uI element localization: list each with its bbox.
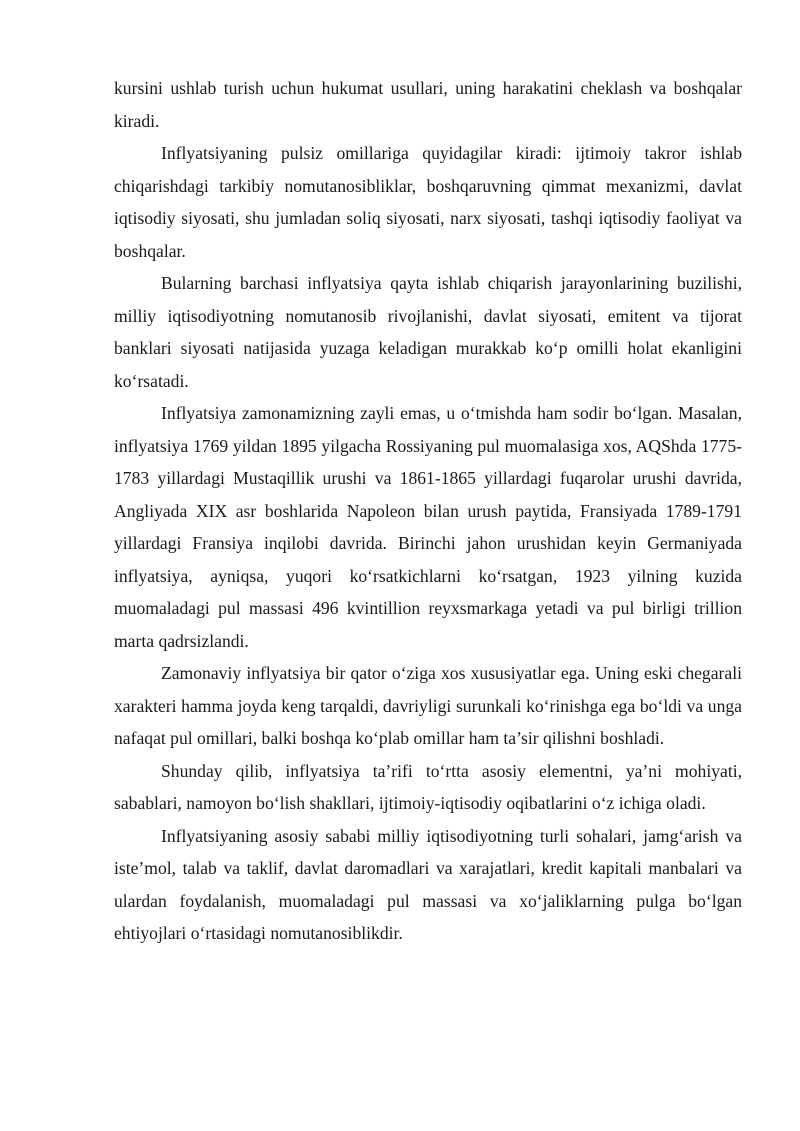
- document-body: [114, 72, 742, 950]
- paragraph-continuation: kursini ushlab turish uchun hukumat usullari, uning harakatini cheklash va boshqalar kiradi.: [114, 78, 742, 131]
- paragraph-historical-examples: Inflyatsiya zamonamizning zayli emas, u o‘tmishda ham sodir bo‘lgan. Masalan, inflyatsiya 1769 yildan 1895 yilgacha Rossiyaning pul muomalasiga xos, AQShda 1775-1783 yillardagi Mustaqillik urushi va 1861-1865 yillardagi fuqarolar urushi davrida, Angliyada XIX asr boshlarida Napoleon bilan urush paytida, Fransiyada 1789-1791 yillardagi Fransiya inqilobi davrida. Birinchi jahon urushidan keyin Germaniyada inflyatsiya, ayniqsa, yuqori ko‘rsatkichlarni ko‘rsatgan, 1923 yilning kuzida muomaladagi pul massasi 496 kvintillion reyxsmarkaga yetadi va pul birligi trillion marta qadrsizlandi.: [114, 403, 742, 651]
- paragraph-definition-elements: Shunday qilib, inflyatsiya ta’rifi to‘rtta asosiy elementni, ya’ni mohiyati, sabablari, namoyon bo‘lish shakllari, ijtimoiy-iqtisodiy oqibatlarini o‘z ichiga oladi.: [114, 760, 742, 813]
- paragraph-modern-inflation: Zamonaviy inflyatsiya bir qator o‘ziga xos xususiyatlar ega. Uning eski chegarali xarakteri hamma joyda keng tarqaldi, davriyligi surunkali ko‘rinishga ega bo‘ldi va unga nafaqat pul omillari, balki boshqa ko‘plab omillar ham ta’sir qilishni boshladi.: [114, 663, 742, 748]
- paragraph-multifactor-summary: Bularning barchasi inflyatsiya qayta ishlab chiqarish jarayonlarining buzilishi, milliy iqtisodiyotning nomutanosib rivojlanishi, davlat siyosati, emitent va tijorat banklari siyosati natijasida yuzaga keladigan murakkab ko‘p omilli holat ekanligini ko‘rsatadi.: [114, 273, 742, 391]
- paragraph-nonmonetary-factors: Inflyatsiyaning pulsiz omillariga quyidagilar kiradi: ijtimoiy takror ishlab chiqarishdagi tarkibiy nomutanosibliklar, boshqaruvning qimmat mexanizmi, davlat iqtisodiy siyosati, shu jumladan soliq siyosati, narx siyosati, tashqi iqtisodiy faoliyat va boshqalar.: [114, 143, 742, 261]
- paragraph-main-cause: Inflyatsiyaning asosiy sababi milliy iqtisodiyotning turli sohalari, jamg‘arish va iste’mol, talab va taklif, davlat daromadlari va xarajatlari, kredit kapitali manbalari va ulardan foydalanish, muomaladagi pul massasi va xo‘jaliklarning pulga bo‘lgan ehtiyojlari o‘rtasidagi nomutanosiblikdir.: [114, 825, 742, 943]
